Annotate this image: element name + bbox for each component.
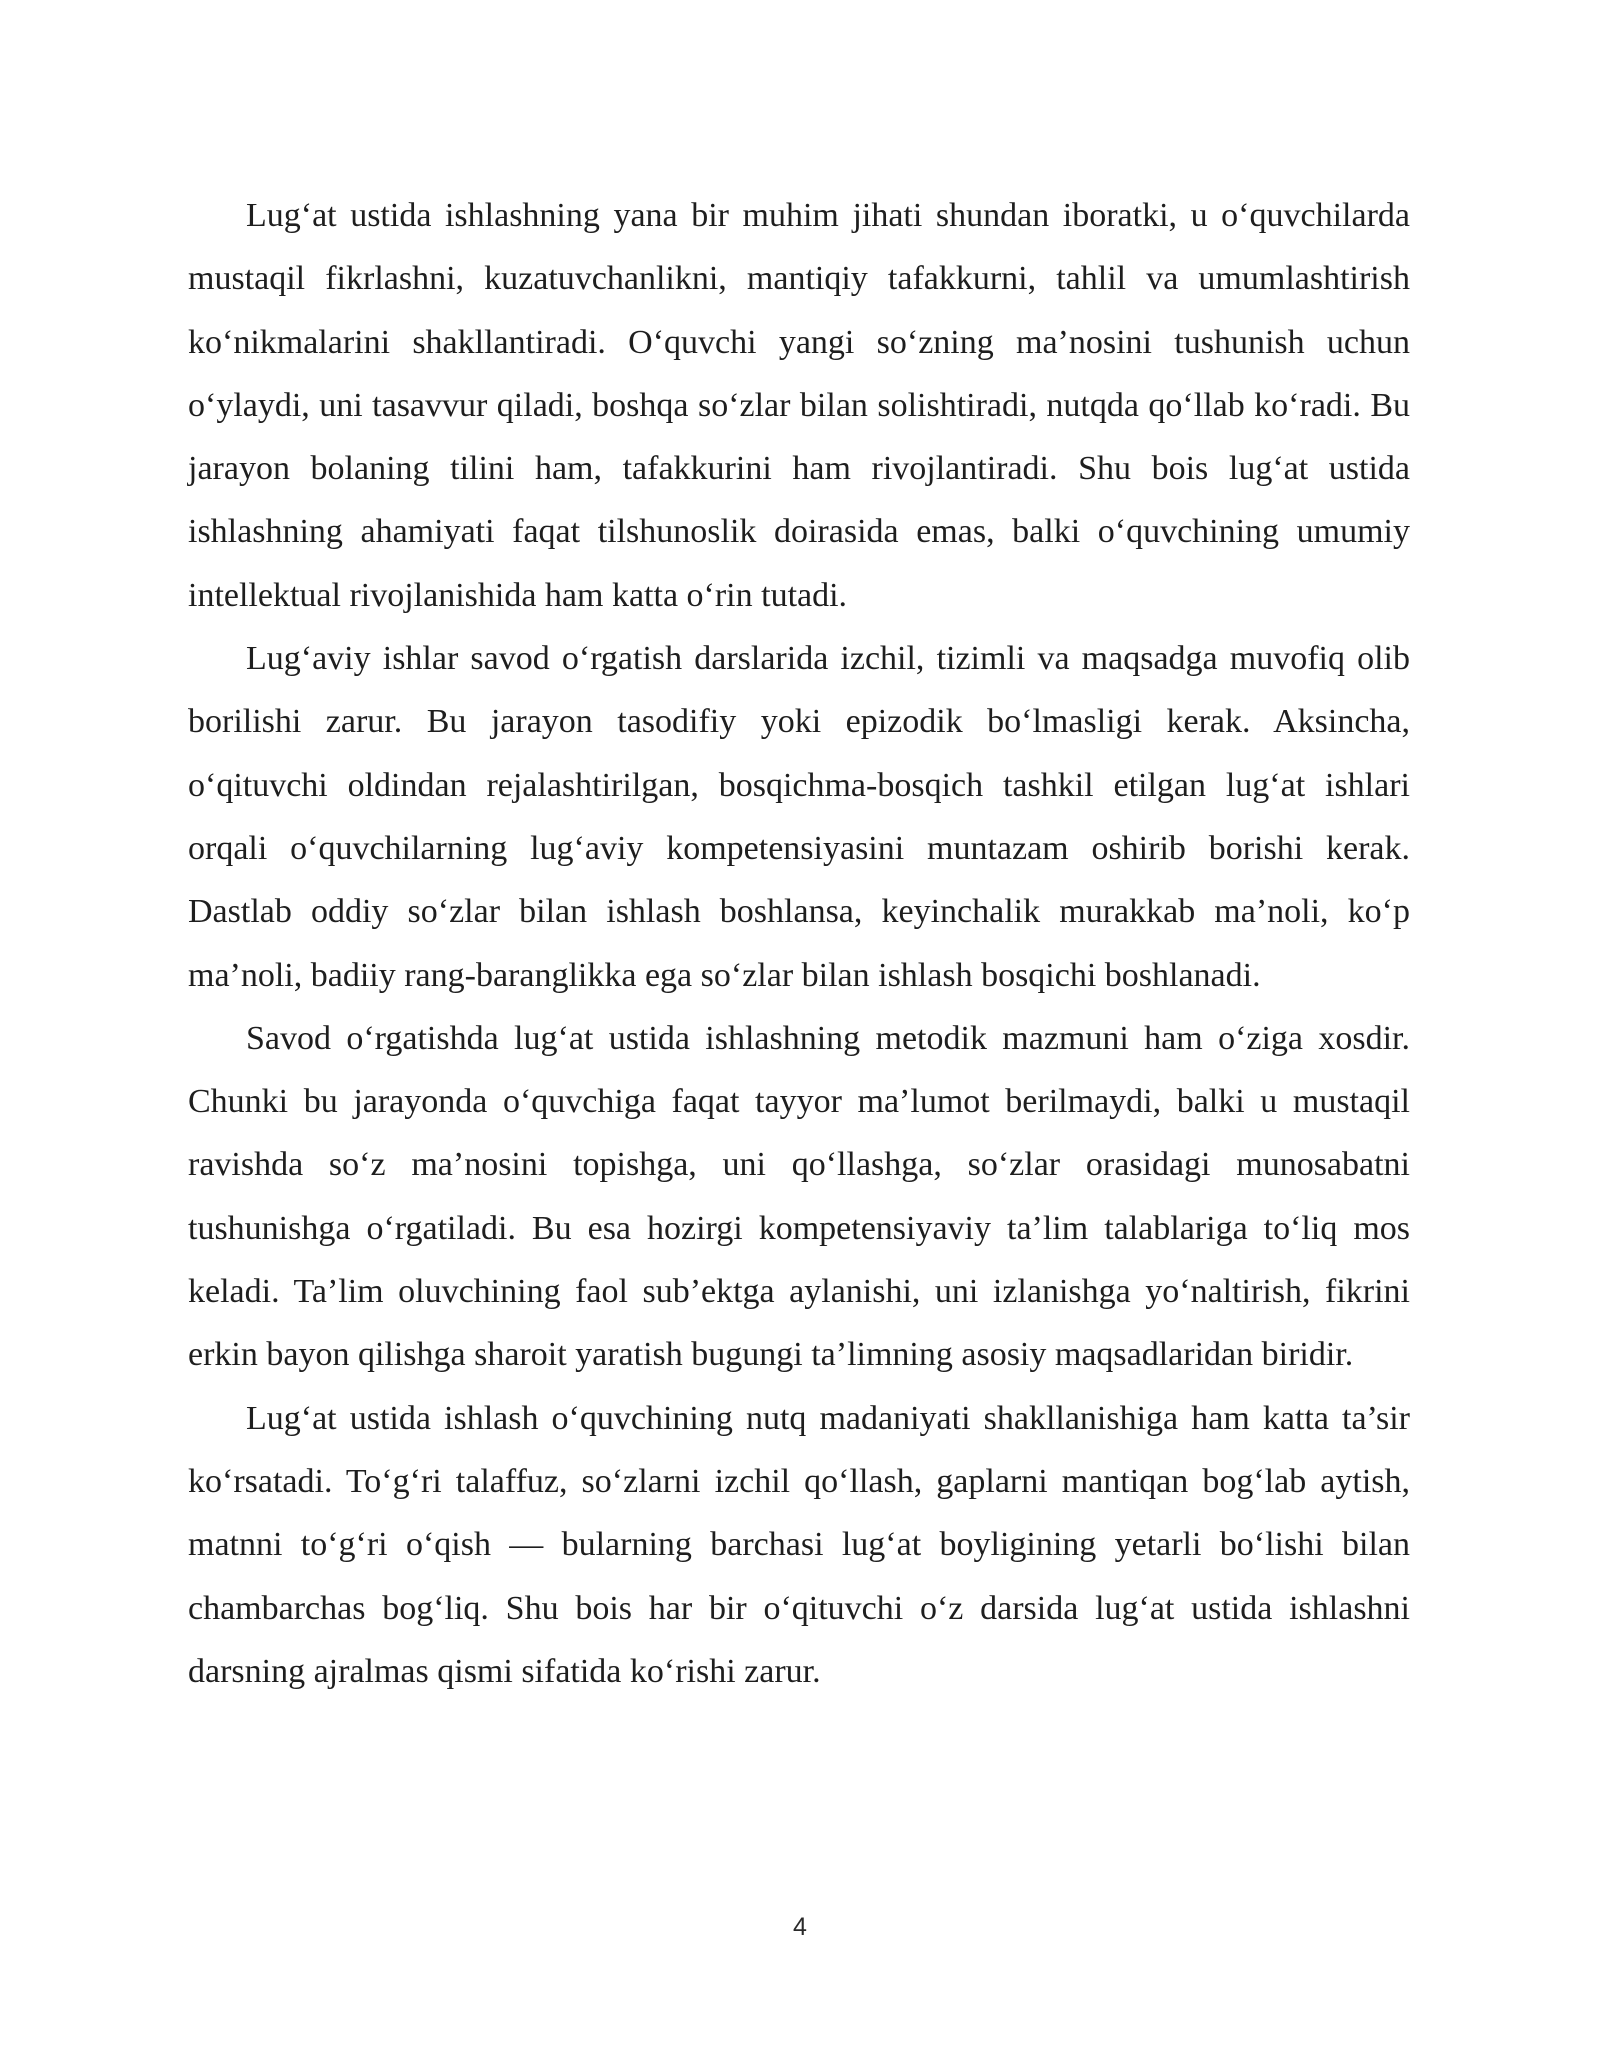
paragraph-3: Savod o‘rgatishda lug‘at ustida ishlashning metodik mazmuni ham o‘ziga xosdir. Chunki bu jarayonda o‘quvchiga faqat tayyor ma’lumot berilmaydi, balki u mustaqil ravishda so‘z ma’nosini topishga, uni qo‘llashga, so‘zlar orasidagi munosabatni tushunishga o‘rgatiladi. Bu esa hozirgi kompetensiyaviy ta’lim talablariga to‘liq mos keladi. Ta’lim oluvchining faol sub’ektga aylanishi, uni izlanishga yo‘naltirish, fikrini erkin bayon qilishga sharoit yaratish bugungi ta’limning asosiy maqsadlaridan biridir. — [188, 1019, 1410, 1374]
paragraph-4: Lug‘at ustida ishlash o‘quvchining nutq madaniyati shakllanishiga ham katta ta’sir ko‘rsatadi. To‘g‘ri talaffuz, so‘zlarni izchil qo‘llash, gaplarni mantiqan bog‘lab aytish, matnni to‘g‘ri o‘qish — bularning barchasi lug‘at boyligining yetarli bo‘lishi bilan chambarchas bog‘liq. Shu bois har bir o‘qituvchi o‘z darsida lug‘at ustida ishlashni darsning ajralmas qismi sifatida ko‘rishi zarur. — [188, 1399, 1410, 1690]
page-number: 4 — [793, 1913, 807, 1941]
paragraph-1: Lug‘at ustida ishlashning yana bir muhim jihati shundan iboratki, u o‘quvchilarda mustaqil fikrlashni, kuzatuvchanlikni, mantiqiy tafakkurni, tahlil va umumlashtirish ko‘nikmalarini shakllantiradi. O‘quvchi yangi so‘zning ma’nosini tushunish uchun o‘ylaydi, uni tasavvur qiladi, boshqa so‘zlar bilan solishtiradi, nutqda qo‘llab ko‘radi. Bu jarayon bolaning tilini ham, tafakkurini ham rivojlantiradi. Shu bois lug‘at ustida ishlashning ahamiyati faqat tilshunoslik doirasida emas, balki o‘quvchining umumiy intellektual rivojlanishida ham katta o‘rin tutadi. — [188, 197, 1410, 614]
body-text — [188, 184, 1410, 1703]
paragraph-2: Lug‘aviy ishlar savod o‘rgatish darslarida izchil, tizimli va maqsadga muvofiq olib borilishi zarur. Bu jarayon tasodifiy yoki epizodik bo‘lmasligi kerak. Aksincha, o‘qituvchi oldindan rejalashtirilgan, bosqichma-bosqich tashkil etilgan lug‘at ishlari orqali o‘quvchilarning lug‘aviy kompetensiyasini muntazam oshirib borishi kerak. Dastlab oddiy so‘zlar bilan ishlash boshlansa, keyinchalik murakkab ma’noli, ko‘p ma’noli, badiiy rang-baranglikka ega so‘zlar bilan ishlash bosqichi boshlanadi. — [188, 640, 1410, 994]
